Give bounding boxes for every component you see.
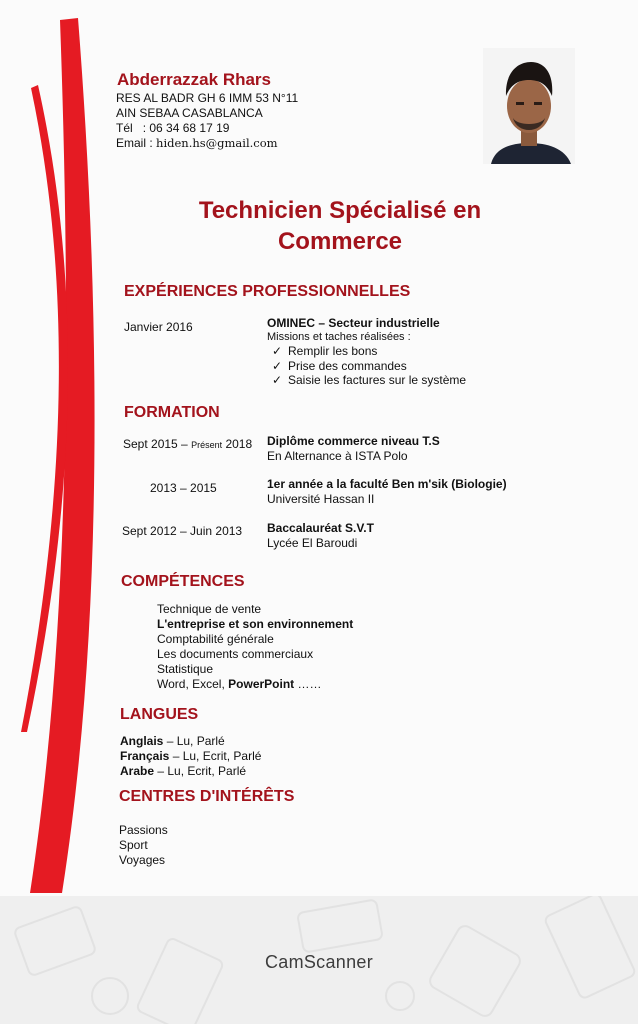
- langues-list: [120, 734, 261, 779]
- phone-number: : 06 34 68 17 19: [142, 121, 230, 135]
- formation-place-1: En Alternance à ISTA Polo: [267, 449, 408, 463]
- check-icon: ✓: [272, 344, 283, 358]
- formation-date-1: Sept 2015 – Présent 2018: [123, 437, 253, 451]
- formation-title-3: Baccalauréat S.V.T: [267, 521, 374, 535]
- email-line: Email : hiden.hs@gmail.com: [116, 136, 278, 150]
- list-item: Arabe – Lu, Ecrit, Parlé: [120, 764, 247, 778]
- list-item: Voyages: [119, 853, 166, 867]
- list-item: Word, Excel, PowerPoint ……: [157, 677, 322, 691]
- list-item: Statistique: [157, 662, 214, 676]
- list-item: Comptabilité générale: [157, 632, 274, 646]
- task-list: [272, 344, 466, 388]
- contact-block: [116, 91, 298, 151]
- interets-heading: CENTRES D'INTÉRÊTS: [119, 788, 295, 805]
- experience-heading: EXPÉRIENCES PROFESSIONNELLES: [124, 283, 411, 300]
- address-line-2: AIN SEBAA CASABLANCA: [116, 106, 263, 120]
- red-swoosh-decoration: [0, 0, 120, 896]
- experience-company: OMINEC – Secteur industrielle: [267, 316, 440, 330]
- competences-heading: COMPÉTENCES: [121, 573, 245, 590]
- experience-date: Janvier 2016: [124, 320, 193, 334]
- formation-date-2: 2013 – 2015: [150, 481, 217, 495]
- competences-list: [157, 602, 353, 692]
- profile-photo: [483, 48, 575, 164]
- formation-title-2: 1er année a la faculté Ben m'sik (Biologie): [267, 477, 507, 491]
- langues-heading: LANGUES: [120, 706, 199, 723]
- phone-line: Tél : 06 34 68 17 19: [116, 121, 230, 135]
- email-address: hiden.hs@gmail.com: [156, 136, 278, 150]
- list-item: Les documents commerciaux: [157, 647, 314, 661]
- check-icon: ✓: [272, 373, 283, 387]
- list-item: Sport: [119, 838, 148, 852]
- address-line-1: RES AL BADR GH 6 IMM 53 N°11: [116, 91, 299, 105]
- camscanner-brand: CamScanner: [264, 952, 374, 972]
- list-item: Français – Lu, Ecrit, Parlé: [120, 749, 262, 763]
- list-item: Anglais – Lu, Parlé: [120, 734, 225, 748]
- list-item: Technique de vente: [157, 602, 262, 616]
- missions-label: Missions et taches réalisées :: [267, 331, 411, 343]
- list-item: Passions: [119, 823, 168, 837]
- formation-place-2: Université Hassan II: [267, 492, 375, 506]
- job-title: Technicien Spécialisé en Commerce: [198, 197, 482, 255]
- formation-title-1: Diplôme commerce niveau T.S: [267, 434, 440, 448]
- check-icon: ✓: [272, 358, 283, 373]
- list-item: ✓ Remplir les bons: [272, 344, 378, 358]
- list-item: ✓ Prise des commandes: [272, 358, 407, 373]
- candidate-name: Abderrazzak Rhars: [117, 70, 272, 89]
- list-item: ✓ Saisie les factures sur le système: [272, 373, 467, 387]
- formation-place-3: Lycée El Baroudi: [267, 536, 358, 550]
- list-item: L'entreprise et son environnement: [157, 617, 354, 631]
- formation-heading: FORMATION: [124, 404, 220, 421]
- interets-list: [119, 823, 168, 868]
- formation-date-3: Sept 2012 – Juin 2013: [122, 524, 243, 538]
